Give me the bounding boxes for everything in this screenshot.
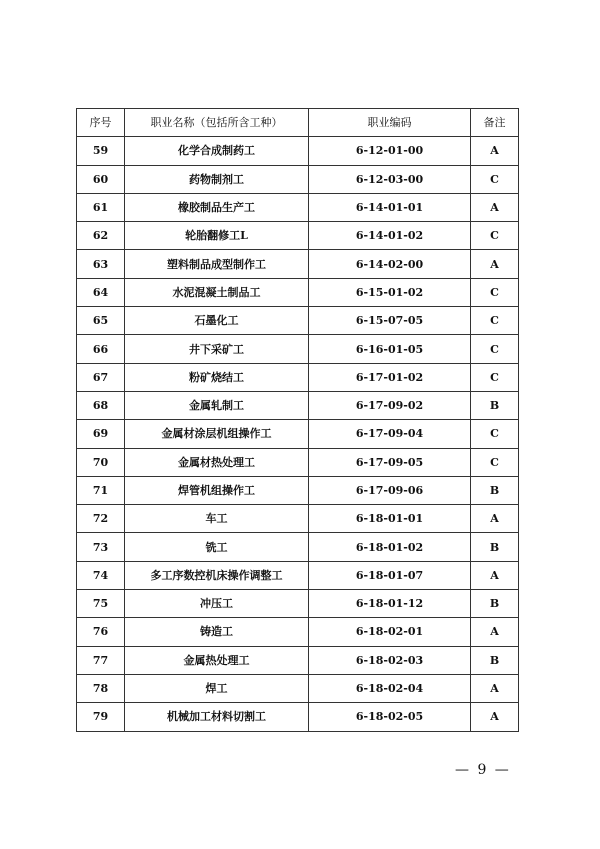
cell-occupation-name: 塑料制品成型制作工 bbox=[125, 250, 309, 278]
header-remark: 备注 bbox=[471, 109, 519, 137]
cell-occupation-code: 6-17-09-06 bbox=[309, 476, 471, 504]
cell-occupation-code: 6-18-02-04 bbox=[309, 674, 471, 702]
table-row bbox=[77, 250, 519, 278]
cell-occupation-name: 水泥混凝土制品工 bbox=[125, 278, 309, 306]
cell-occupation-code: 6-15-01-02 bbox=[309, 278, 471, 306]
cell-index: 77 bbox=[77, 646, 125, 674]
cell-index: 78 bbox=[77, 674, 125, 702]
cell-remark: A bbox=[471, 137, 519, 165]
cell-index: 70 bbox=[77, 448, 125, 476]
cell-index: 64 bbox=[77, 278, 125, 306]
cell-occupation-code: 6-17-09-05 bbox=[309, 448, 471, 476]
cell-index: 73 bbox=[77, 533, 125, 561]
table-row bbox=[77, 505, 519, 533]
cell-occupation-code: 6-14-01-01 bbox=[309, 193, 471, 221]
cell-remark: C bbox=[471, 307, 519, 335]
cell-occupation-name: 机械加工材料切割工 bbox=[125, 703, 309, 731]
table-row bbox=[77, 590, 519, 618]
cell-remark: B bbox=[471, 533, 519, 561]
cell-occupation-code: 6-18-02-05 bbox=[309, 703, 471, 731]
cell-occupation-name: 化学合成制药工 bbox=[125, 137, 309, 165]
cell-remark: C bbox=[471, 165, 519, 193]
table-row bbox=[77, 363, 519, 391]
cell-index: 63 bbox=[77, 250, 125, 278]
table-row bbox=[77, 646, 519, 674]
cell-occupation-name: 铣工 bbox=[125, 533, 309, 561]
table-header-row bbox=[77, 109, 519, 137]
cell-index: 79 bbox=[77, 703, 125, 731]
cell-occupation-name: 铸造工 bbox=[125, 618, 309, 646]
table-row bbox=[77, 420, 519, 448]
table-row bbox=[77, 193, 519, 221]
cell-occupation-name: 轮胎翻修工L bbox=[125, 222, 309, 250]
cell-occupation-code: 6-17-09-02 bbox=[309, 391, 471, 419]
cell-remark: B bbox=[471, 646, 519, 674]
cell-occupation-name: 金属材涂层机组操作工 bbox=[125, 420, 309, 448]
table-row bbox=[77, 448, 519, 476]
cell-index: 75 bbox=[77, 590, 125, 618]
cell-remark: C bbox=[471, 363, 519, 391]
cell-remark: C bbox=[471, 222, 519, 250]
cell-occupation-code: 6-18-01-01 bbox=[309, 505, 471, 533]
table-row bbox=[77, 307, 519, 335]
cell-occupation-code: 6-16-01-05 bbox=[309, 335, 471, 363]
cell-index: 67 bbox=[77, 363, 125, 391]
cell-index: 62 bbox=[77, 222, 125, 250]
cell-occupation-name: 橡胶制品生产工 bbox=[125, 193, 309, 221]
cell-occupation-name: 车工 bbox=[125, 505, 309, 533]
cell-remark: A bbox=[471, 703, 519, 731]
occupation-table bbox=[76, 108, 519, 732]
cell-occupation-code: 6-17-01-02 bbox=[309, 363, 471, 391]
table-row bbox=[77, 391, 519, 419]
cell-index: 74 bbox=[77, 561, 125, 589]
table-row bbox=[77, 278, 519, 306]
cell-remark: C bbox=[471, 335, 519, 363]
cell-occupation-code: 6-15-07-05 bbox=[309, 307, 471, 335]
cell-occupation-code: 6-17-09-04 bbox=[309, 420, 471, 448]
cell-index: 69 bbox=[77, 420, 125, 448]
cell-occupation-name: 金属热处理工 bbox=[125, 646, 309, 674]
cell-occupation-name: 金属轧制工 bbox=[125, 391, 309, 419]
cell-occupation-name: 金属材热处理工 bbox=[125, 448, 309, 476]
table-row bbox=[77, 335, 519, 363]
cell-occupation-name: 焊工 bbox=[125, 674, 309, 702]
header-occupation-code: 职业编码 bbox=[309, 109, 471, 137]
table-row bbox=[77, 476, 519, 504]
cell-index: 71 bbox=[77, 476, 125, 504]
table-row bbox=[77, 533, 519, 561]
cell-index: 72 bbox=[77, 505, 125, 533]
cell-index: 60 bbox=[77, 165, 125, 193]
table-row bbox=[77, 561, 519, 589]
cell-index: 61 bbox=[77, 193, 125, 221]
header-index: 序号 bbox=[77, 109, 125, 137]
cell-occupation-code: 6-14-01-02 bbox=[309, 222, 471, 250]
cell-occupation-code: 6-14-02-00 bbox=[309, 250, 471, 278]
header-occupation-name: 职业名称（包括所含工种） bbox=[125, 109, 309, 137]
cell-remark: C bbox=[471, 420, 519, 448]
table-row bbox=[77, 222, 519, 250]
cell-occupation-name: 粉矿烧结工 bbox=[125, 363, 309, 391]
cell-remark: A bbox=[471, 193, 519, 221]
cell-index: 65 bbox=[77, 307, 125, 335]
table-row bbox=[77, 674, 519, 702]
cell-occupation-name: 石墨化工 bbox=[125, 307, 309, 335]
cell-remark: A bbox=[471, 250, 519, 278]
cell-occupation-code: 6-18-01-07 bbox=[309, 561, 471, 589]
cell-remark: C bbox=[471, 448, 519, 476]
cell-remark: A bbox=[471, 561, 519, 589]
cell-remark: B bbox=[471, 476, 519, 504]
cell-occupation-name: 多工序数控机床操作调整工 bbox=[125, 561, 309, 589]
cell-remark: B bbox=[471, 391, 519, 419]
cell-remark: A bbox=[471, 674, 519, 702]
cell-remark: A bbox=[471, 505, 519, 533]
table-row bbox=[77, 137, 519, 165]
cell-index: 66 bbox=[77, 335, 125, 363]
cell-occupation-code: 6-12-03-00 bbox=[309, 165, 471, 193]
cell-occupation-code: 6-12-01-00 bbox=[309, 137, 471, 165]
cell-index: 59 bbox=[77, 137, 125, 165]
cell-occupation-code: 6-18-02-03 bbox=[309, 646, 471, 674]
table-row bbox=[77, 165, 519, 193]
cell-occupation-code: 6-18-01-12 bbox=[309, 590, 471, 618]
cell-index: 68 bbox=[77, 391, 125, 419]
cell-occupation-name: 井下采矿工 bbox=[125, 335, 309, 363]
cell-occupation-name: 焊管机组操作工 bbox=[125, 476, 309, 504]
page-number: — 9 — bbox=[455, 762, 511, 778]
cell-remark: B bbox=[471, 590, 519, 618]
cell-occupation-name: 药物制剂工 bbox=[125, 165, 309, 193]
cell-index: 76 bbox=[77, 618, 125, 646]
cell-occupation-code: 6-18-02-01 bbox=[309, 618, 471, 646]
cell-remark: C bbox=[471, 278, 519, 306]
cell-remark: A bbox=[471, 618, 519, 646]
table-row bbox=[77, 703, 519, 731]
cell-occupation-code: 6-18-01-02 bbox=[309, 533, 471, 561]
table-row bbox=[77, 618, 519, 646]
cell-occupation-name: 冲压工 bbox=[125, 590, 309, 618]
